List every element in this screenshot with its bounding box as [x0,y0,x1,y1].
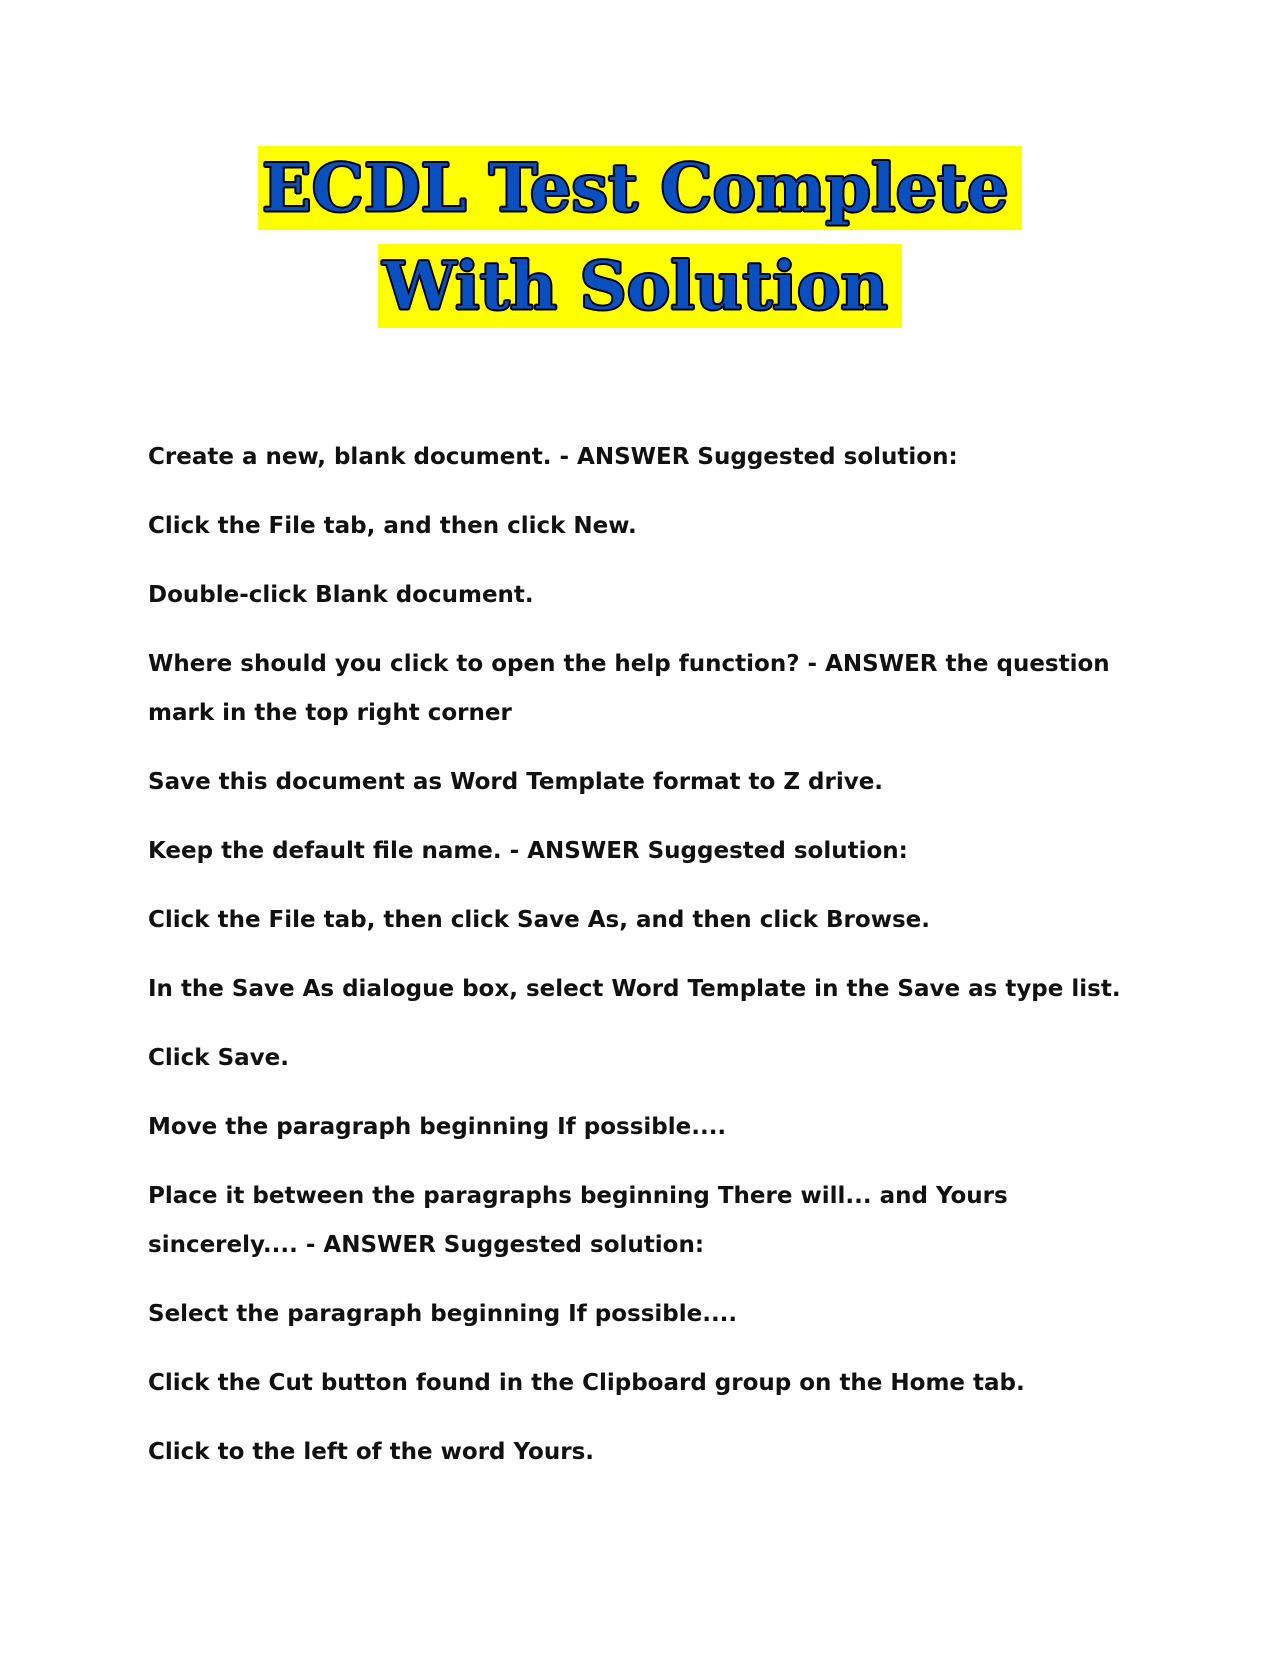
paragraph: Place it between the paragraphs beginning There will... and Yours sincerely.... - ANSWER Suggested solution: [148,1183,1008,1258]
paragraph: Where should you click to open the help function? - ANSWER the question mark in the top right corner [148,651,1110,726]
paragraph: Save this document as Word Template format to Z drive. [148,769,884,795]
document-title [0,146,1280,328]
paragraph: Click the File tab, and then click New. [148,513,637,539]
paragraph: Select the paragraph beginning If possible.... [148,1301,738,1327]
document-body [148,433,1158,1497]
paragraph: In the Save As dialogue box, select Word Template in the Save as type list. [148,976,1121,1002]
paragraph: Move the paragraph beginning If possible.... [148,1114,727,1140]
paragraph: Click to the left of the word Yours. [148,1439,594,1465]
title-line-2: With Solution [378,244,901,328]
paragraph: Keep the default file name. - ANSWER Suggested solution: [148,838,908,864]
paragraph: Create a new, blank document. - ANSWER Suggested solution: [148,444,958,470]
paragraph: Click the File tab, then click Save As, and then click Browse. [148,907,930,933]
paragraph: Double-click Blank document. [148,582,534,608]
paragraph: Click Save. [148,1045,289,1071]
paragraph: Click the Cut button found in the Clipboard group on the Home tab. [148,1370,1025,1396]
title-line-1: ECDL Test Complete [258,146,1023,230]
